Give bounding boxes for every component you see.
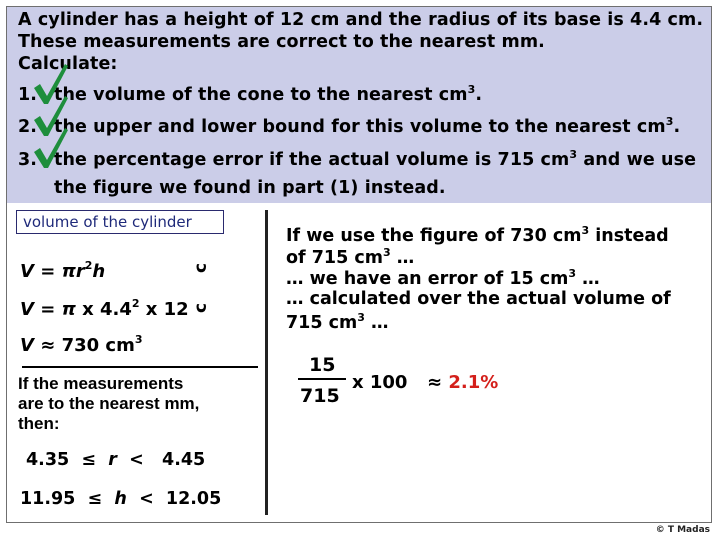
divider	[22, 366, 258, 368]
text: of 715 cm	[286, 248, 383, 268]
symbol: π	[61, 299, 76, 320]
value: 4.35	[26, 450, 70, 470]
item-sup: 3	[569, 148, 578, 161]
symbol: 2	[84, 259, 93, 272]
paragraph-line: then:	[18, 414, 60, 433]
value: 4.45	[162, 450, 206, 470]
text: … we have an error of 15 cm	[286, 269, 569, 289]
value: 730 cm	[61, 335, 135, 356]
volume-approx	[20, 333, 142, 356]
item-tail: .	[475, 85, 483, 105]
question-line-1: A cylinder has a height of 12 cm and the radius of its base is 4.4 cm.	[18, 10, 704, 30]
question-item-3	[18, 148, 696, 170]
tail: …	[390, 248, 415, 268]
symbol: ≤	[81, 450, 97, 470]
result-value: 2.1%	[448, 372, 499, 393]
formula-substitution	[20, 297, 189, 320]
sup: 3	[581, 224, 590, 237]
symbol: r	[75, 261, 85, 282]
question-item-2	[18, 115, 680, 137]
sup: 3	[357, 311, 365, 324]
symbol: π	[61, 261, 76, 282]
paragraph-line: are to the nearest mm,	[18, 394, 200, 413]
paragraph-line: If the measurements	[18, 374, 184, 393]
symbol: =	[33, 261, 62, 282]
fraction-denominator: 715	[300, 385, 340, 407]
symbol: =	[33, 299, 62, 320]
item-number: 3.	[18, 150, 38, 170]
formula-volume	[20, 259, 105, 282]
checkmark-icon	[32, 126, 70, 170]
text: If we use the figure of 730 cm	[286, 226, 582, 246]
item-text: the volume of the cone to the nearest cm	[54, 85, 468, 105]
explanation-line-2	[286, 246, 414, 268]
bound-h	[20, 489, 221, 509]
text: 715 cm	[286, 313, 358, 333]
item-sup: 3	[665, 115, 674, 128]
explanation-line-3	[286, 267, 600, 289]
sup: 3	[568, 267, 577, 280]
item-text: the percentage error if the actual volume is 715 cm	[54, 150, 570, 170]
item-tail: and we use	[577, 150, 697, 170]
symbol: 3	[134, 333, 143, 346]
symbol: x 12	[139, 299, 189, 320]
fraction-numerator: 15	[309, 354, 336, 376]
percentage-result	[427, 372, 498, 393]
approx-symbol: ≈	[427, 372, 443, 393]
tail: …	[576, 269, 600, 289]
explanation-line-1	[286, 224, 669, 246]
symbol: x 4.4	[75, 299, 132, 320]
explanation-line-4	[286, 289, 671, 309]
item-sup: 3	[467, 83, 476, 96]
symbol: h	[114, 489, 127, 509]
symbol: ≈	[33, 335, 62, 356]
symbol: 2	[131, 297, 140, 310]
symbol: <	[139, 489, 154, 509]
tail: …	[364, 313, 389, 333]
question-line-2: These measurements are correct to the nearest mm.	[18, 32, 545, 52]
column-divider	[265, 210, 268, 515]
symbol: V	[20, 299, 34, 320]
symbol: V	[20, 335, 34, 356]
symbol: r	[108, 450, 117, 470]
text: … calculated over the actual volume of	[286, 289, 671, 309]
value: 11.95	[20, 489, 76, 509]
c-mark: c	[191, 262, 212, 274]
item-number: 2.	[18, 117, 38, 137]
symbol: h	[92, 261, 106, 282]
sup: 3	[382, 246, 391, 259]
value: 12.05	[165, 489, 222, 509]
volume-label-box: volume of the cylinder	[16, 210, 224, 234]
question-line-continuation: the figure we found in part (1) instead.	[54, 178, 446, 198]
question-item-1	[18, 83, 482, 105]
symbol: V	[20, 261, 34, 282]
item-tail: .	[673, 117, 681, 137]
tail: instead	[589, 226, 669, 246]
copyright: © T Madas	[655, 525, 710, 535]
c-mark: c	[191, 302, 212, 314]
bound-r	[26, 450, 205, 470]
symbol: <	[129, 450, 144, 470]
explanation-line-5	[286, 311, 388, 333]
symbol: ≤	[87, 489, 103, 509]
bounds-intro	[18, 374, 258, 434]
question-line-3: Calculate:	[18, 54, 118, 74]
item-text: the upper and lower bound for this volume to the nearest cm	[54, 117, 666, 137]
times-100: x 100	[352, 372, 408, 393]
fraction-bar	[298, 378, 346, 380]
item-number: 1.	[18, 85, 38, 105]
